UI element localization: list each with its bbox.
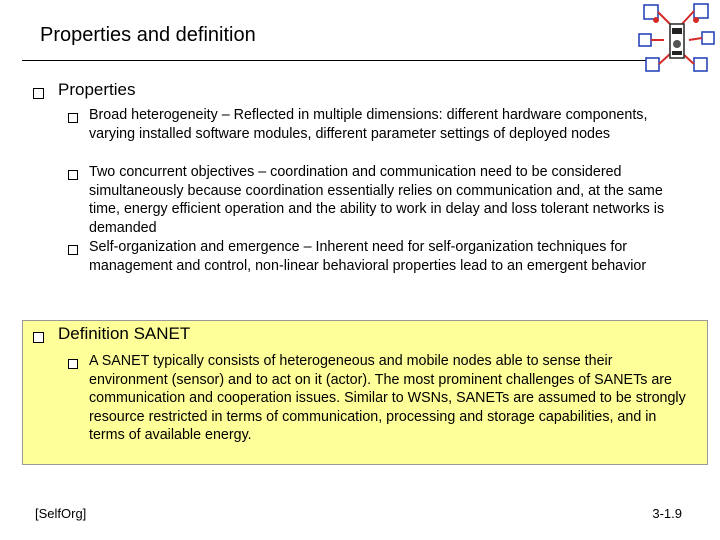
bullet-icon — [33, 88, 44, 99]
title-divider — [22, 60, 654, 61]
page-number: 3-1.9 — [652, 506, 682, 521]
bullet-icon — [68, 359, 78, 369]
list-item: Broad heterogeneity – Reflected in multiple dimensions: different hardware components, varying installed software modules, different parameter settings of deployed nodes — [89, 107, 648, 142]
bullet-icon — [68, 113, 78, 123]
list-item: Two concurrent objectives – coordination and communication need to be considered simultaneously because coordination essentially relies on communication and, at the same time, energy efficient operation and the ability to work in delay and loss tolerant networks is demanded — [89, 164, 665, 236]
list-item: Self-organization and emergence – Inherent need for self-organization techniques for management and control, non-linear behavioral properties lead to an emergent behavior — [89, 239, 647, 274]
bullet-icon — [33, 332, 44, 343]
section-heading-definition: Definition SANET — [58, 324, 191, 343]
robot-logo-icon — [636, 2, 718, 76]
slide-title: Properties and definition — [40, 24, 256, 46]
bullet-icon — [68, 245, 78, 255]
bullet-icon — [68, 170, 78, 180]
section-heading-properties: Properties — [58, 80, 136, 99]
footer-source: [SelfOrg] — [35, 506, 87, 521]
list-item: A SANET typically consists of heterogeneous and mobile nodes able to sense their environment (sensor) and to act on it (actor). The most prominent challenges of SANETs are communication and cooperation issues. Similar to WSNs, SANETs are assumed to be strongly resource restricted in terms of communication, processing and storage capabilities, and in terms of available energy. — [89, 353, 686, 444]
